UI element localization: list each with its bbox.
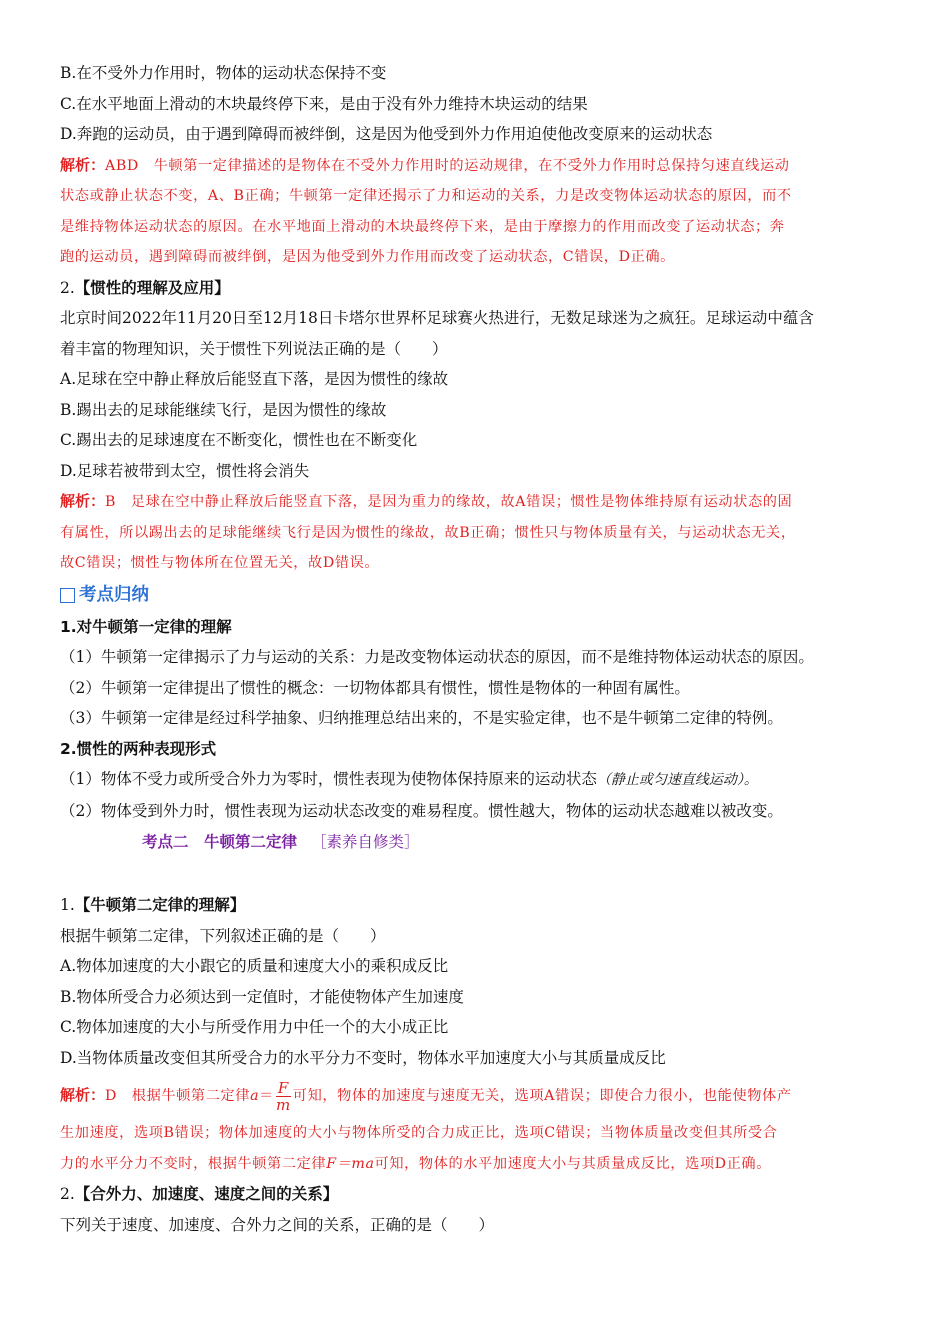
q3-option-c: C.物体加速度的大小与所受作用力中任一个的大小成正比 (60, 1018, 449, 1036)
q3-answer-line-3: 力的水平分力不变时，根据牛顿第二定律F＝ma可知，物体的水平加速度大小与其质量成反比，选项D正确。 (60, 1155, 771, 1172)
answer-label: 解析： (60, 492, 106, 510)
q1-option-b: B.在不受外力作用时，物体的运动状态保持不变 (60, 64, 387, 82)
summary-part2-title: 2.惯性的两种表现形式 (60, 739, 217, 758)
q3-answer-line-1: 解析：D 根据牛顿第二定律a＝ $\frac{F}{m}$ 可知，物体的加速度与速度无关，选项A错误；即使合力很小，也能使物体产 (60, 1078, 792, 1114)
spacer (60, 858, 894, 890)
q3-option-a: A.物体加速度的大小跟它的质量和速度大小的乘积成反比 (60, 957, 449, 975)
q3-option-b: B.物体所受合力必须达到一定值时，才能使物体产生加速度 (60, 987, 464, 1006)
section2-tag: ［素养自修类］ (311, 833, 420, 851)
q3-option-d: D.当物体质量改变但其所受合力的水平分力不变时，物体水平加速度大小与其质量成反比 (60, 1048, 666, 1067)
answer-label: 解析： (60, 1086, 106, 1104)
q3-answer-line-2: 生加速度，选项B错误；物体加速度的大小与物体所受的合力成正比，选项C错误；当物体质量改变但其所受合 (60, 1125, 778, 1141)
q1-option-c: C.在水平地面上滑动的木块最终停下来，是由于没有外力维持木块运动的结果 (60, 94, 588, 113)
q2-option-c: C.踢出去的足球速度在不断变化，惯性也在不断变化 (60, 431, 418, 449)
q4-heading: 2.【合外力、加速度、速度之间的关系】 (60, 1185, 339, 1203)
q2-option-d: D.足球若被带到太空，惯性将会消失 (60, 461, 310, 480)
q4-stem: 下列关于速度、加速度、合外力之间的关系，正确的是（ ） (60, 1215, 495, 1234)
q2-stem-line-2: 着丰富的物理知识，关于惯性下列说法正确的是（ ） (60, 339, 448, 358)
q1-option-d: D.奔跑的运动员，由于遇到障碍而被绊倒，这是因为他受到外力作用迫使他改变原来的运动状态 (60, 125, 713, 143)
answer-label: 解析： (60, 155, 106, 174)
q2-heading: 2.【惯性的理解及应用】 (60, 278, 230, 297)
fraction-F-over-m: $\frac{F}{m}$ (275, 1078, 291, 1114)
summary-part1-item-1: （1）牛顿第一定律揭示了力与运动的关系：力是改变物体运动状态的原因，而不是维持物体运动状态的原因。 (60, 648, 814, 666)
summary-part2-item-2: （2）物体受到外力时，惯性表现为运动状态改变的难易程度。惯性越大，物体的运动状态越难以被改变。 (60, 801, 783, 820)
q2-answer-line-3: 故C错误；惯性与物体所在位置无关，故D错误。 (60, 555, 380, 571)
q2-option-a: A.足球在空中静止释放后能竖直下落，是因为惯性的缘故 (60, 370, 449, 388)
q2-stem-line-1: 北京时间2022年11月20日至12月18日卡塔尔世界杯足球赛火热进行，无数足球迷为之疯狂。足球运动中蕴含 (60, 309, 814, 327)
q2-answer-line-1: 解析：B 足球在空中静止释放后能竖直下落，是因为重力的缘故，故A错误；惯性是物体维持原有运动状态的固 (60, 492, 793, 510)
summary-heading: 考点归纳 (60, 579, 894, 612)
q2-option-b: B.踢出去的足球能继续飞行，是因为惯性的缘故 (60, 400, 387, 419)
section2-title: 考点二 牛顿第二定律 ［素养自修类］ (142, 833, 420, 851)
q3-heading: 1.【牛顿第二定律的理解】 (60, 896, 246, 914)
q1-answer-line-4: 跑的运动员，遇到障碍而被绊倒，是因为他受到外力作用而改变了运动状态，C错误，D正确。 (60, 249, 675, 265)
q1-answer-line-1: 解析：ABD 牛顿第一定律描述的是物体在不受外力作用时的运动规律，在不受外力作用时总保持匀速直线运动 (60, 155, 790, 174)
q2-answer-line-2: 有属性，所以踢出去的足球能继续飞行是因为惯性的缘故，故B正确；惯性只与物体质量有关，与运动状态无关， (60, 524, 796, 541)
summary-part1-title: 1.对牛顿第一定律的理解 (60, 617, 232, 636)
checkbox-square-icon (60, 588, 75, 603)
summary-part1-item-2: （2）牛顿第一定律提出了惯性的概念：一切物体都具有惯性，惯性是物体的一种固有属性。 (60, 678, 690, 697)
summary-part1-item-3: （3）牛顿第一定律是经过科学抽象、归纳推理总结出来的，不是实验定律，也不是牛顿第二定律的特例。 (60, 709, 783, 727)
summary-part2-item-1: （1）物体不受力或所受合外力为零时，惯性表现为使物体保持原来的运动状态（静止或匀速直线运动）。 (60, 770, 758, 788)
document-page (60, 58, 894, 1240)
q1-answer-line-2: 状态或静止状态不变，A、B正确；牛顿第一定律还揭示了力和运动的关系，力是改变物体运动状态的原因，而不 (60, 188, 792, 204)
q1-answer-line-3: 是维持物体运动状态的原因。在水平地面上滑动的木块最终停下来，是由于摩擦力的作用而改变了运动状态；奔 (60, 218, 785, 235)
q3-stem: 根据牛顿第二定律，下列叙述正确的是（ ） (60, 926, 386, 945)
